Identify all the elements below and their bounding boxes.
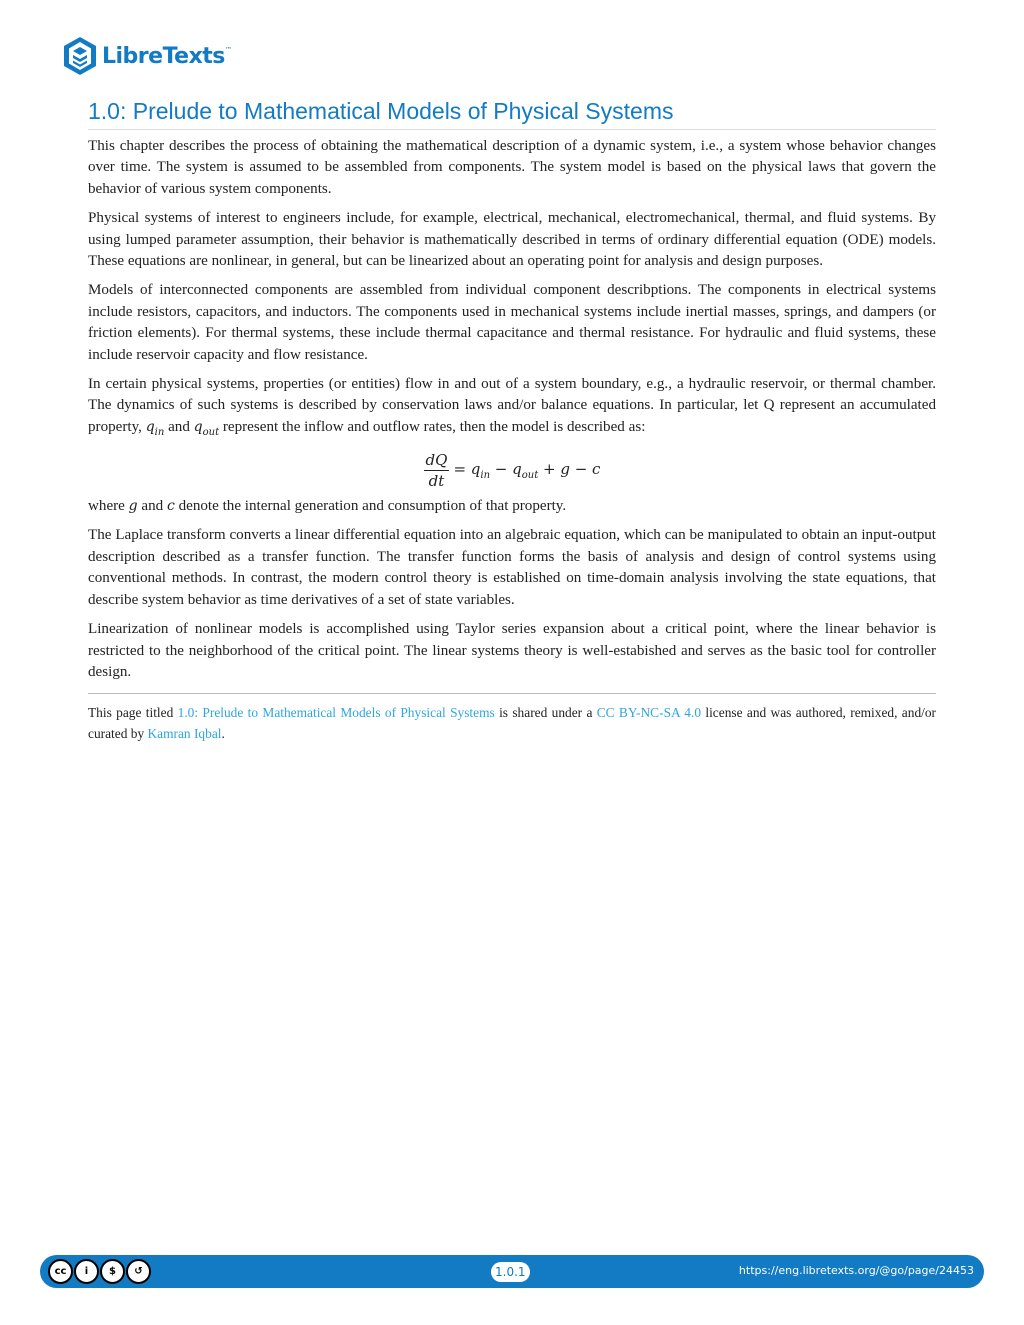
cc-icon: cc [48, 1259, 73, 1284]
libretexts-logo-icon [62, 36, 98, 76]
g-symbol: g [128, 498, 138, 515]
paragraph-7: Linearization of nonlinear models is accomplished using Taylor series expansion about a critical point, where the linear behavior is restricted to the neighborhood of the critical point. The linear systems theory is well-estabished and serves as the basic tool for controller design. [88, 621, 936, 680]
paragraph-6: The Laplace transform converts a linear differential equation into an algebraic equation, which can be manipulated to obtain an input-output description described as a transfer function. The transfer function forms the basis of analysis and design of control systems using conventional methods. In contrast, the modern control theory is established on time-domain analysis involving the state equations, that describe system behavior as time derivatives of a set of state variables. [88, 527, 936, 608]
divider [88, 693, 936, 694]
page-title-link[interactable]: 1.0: Prelude to Mathematical Models of Physical Systems [177, 705, 495, 721]
nc-icon: $ [100, 1259, 125, 1284]
by-icon: i [74, 1259, 99, 1284]
equation-rhs: = $q_{in} - q_{out} + g - c$ [453, 460, 601, 482]
q-out-symbol: $q_{out}$ [193, 418, 220, 438]
logo-text: LibreTexts [102, 43, 225, 69]
paragraph-4: In certain physical systems, properties (or entities) flow in and out of a system boundary, e.g., a hydraulic reservoir, or thermal chamber. The dynamics of such systems is described by conservation laws and/or balance equations. In particular, let Q represent an accumulated property, $q_{in}$ and $q_{out}$ represent the inflow and outflow rates, then the model is described as: [88, 376, 936, 438]
q-in-symbol: $q_{in}$ [145, 418, 165, 438]
cc-license-icons[interactable] [48, 1259, 151, 1284]
license-link[interactable]: CC BY-NC-SA 4.0 [596, 705, 702, 721]
paragraph-1: This chapter describes the process of obtaining the mathematical description of a dynamic system, i.e., a system whose behavior changes over time. The system is assumed to be assembled from components. The system model is based on the physical laws that govern the behavior of various system components. [88, 138, 936, 197]
page-content [88, 98, 936, 744]
attribution: This page titled 1.0: Prelude to Mathematical Models of Physical Systems is shared under a CC BY-NC-SA 4.0 license and was authored, remixed, and/or curated by Kamran Iqbal. [88, 705, 937, 742]
derivative-fraction: $\frac{dQ}{dt}$ [425, 451, 448, 491]
libretexts-logo[interactable] [62, 36, 232, 76]
paragraph-3: Models of interconnected components are assembled from individual component describptions. The components in electrical systems include resistors, capacitors, and inductors. The components used in mechanical systems include inertial masses, springs, and dampers (or friction elements). For thermal systems, these include thermal capacitance and thermal resistance. For hydraulic and fluid systems, these include reservoir capacity and flow resistance. [88, 282, 936, 363]
paragraph-2: Physical systems of interest to engineers include, for example, electrical, mechanical, electromechanical, thermal, and fluid systems. By using lumped parameter assumption, their behavior is mathematically described in terms of ordinary differential equation (ODE) models. These equations are nonlinear, in general, but can be linearized about an operating point for analysis and design purposes. [88, 210, 936, 270]
page-url[interactable]: https://eng.libretexts.org/@go/page/24453 [738, 1264, 974, 1277]
balance-equation [88, 451, 936, 490]
author-link[interactable]: Kamran Iqbal [147, 726, 222, 742]
sa-icon: ↺ [126, 1259, 151, 1284]
logo-trademark: ™ [224, 46, 232, 54]
c-symbol: c [166, 498, 175, 515]
page-title: 1.0: Prelude to Mathematical Models of Physical Systems [88, 98, 936, 130]
page-footer [40, 1255, 984, 1288]
paragraph-5: where g and c denote the internal generation and consumption of that property. [88, 498, 567, 515]
page-number: 1.0.1 [491, 1262, 530, 1282]
